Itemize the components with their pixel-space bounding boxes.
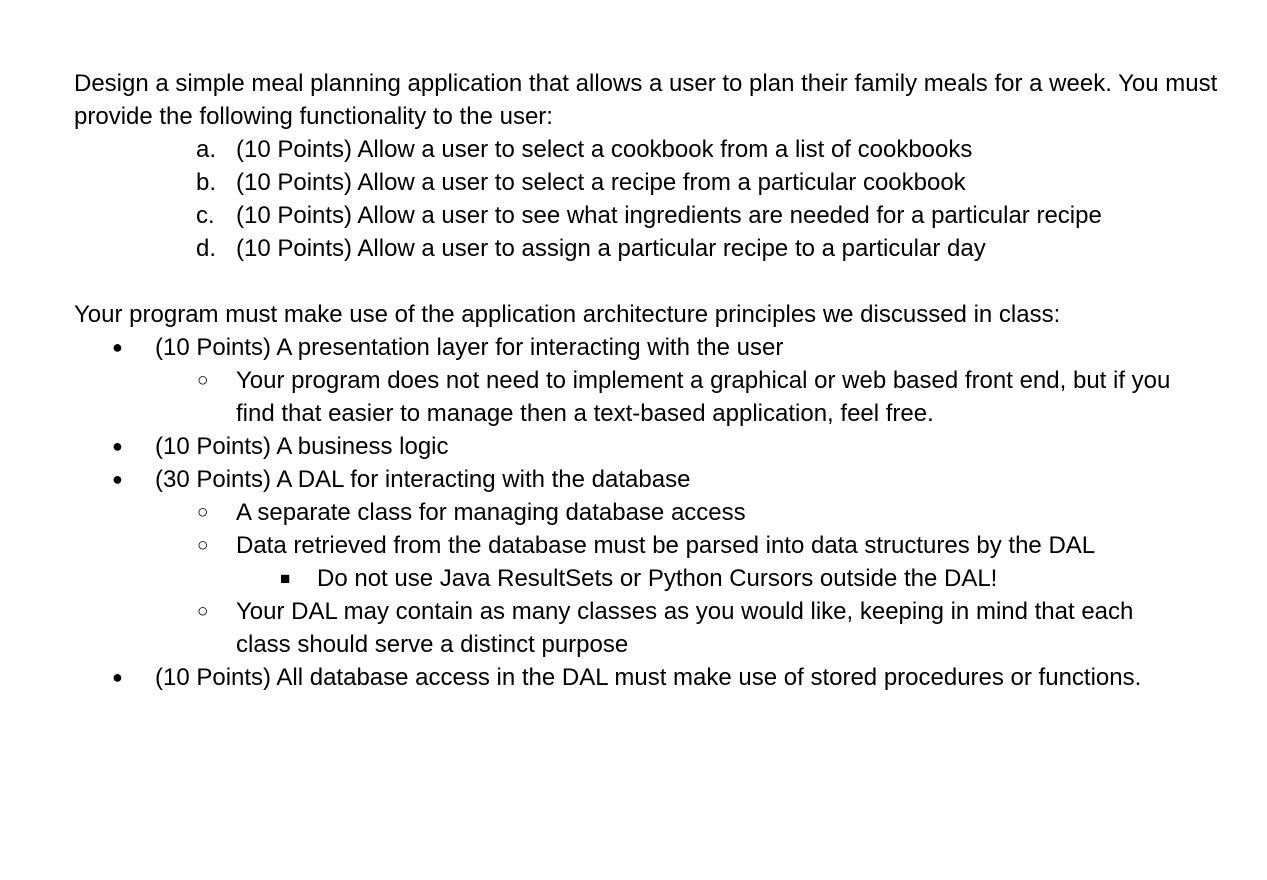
- requirement-item-a: [74, 133, 1234, 166]
- list-marker: c.: [196, 202, 215, 229]
- requirement-item-d: [74, 232, 1234, 265]
- bullet-text: A separate class for managing database access: [236, 499, 746, 526]
- requirement-text: (10 Points) Allow a user to select a recipe from a particular cookbook: [236, 169, 966, 196]
- requirement-text: (10 Points) Allow a user to see what ingredients are needed for a particular recipe: [236, 202, 1102, 229]
- disc-bullet-icon: ●: [112, 469, 123, 489]
- paragraph-spacer: [74, 265, 1234, 298]
- sub-bullet-presentation-note: [74, 364, 1234, 430]
- circle-bullet-icon: ○: [197, 502, 209, 523]
- bullet-text: Data retrieved from the database must be parsed into data structures by the DAL: [236, 532, 1096, 559]
- requirement-text: (10 Points) Allow a user to select a cookbook from a list of cookbooks: [236, 136, 973, 163]
- disc-bullet-icon: ●: [112, 667, 123, 687]
- list-marker: a.: [196, 136, 217, 163]
- bullet-stored-procedures: [74, 661, 1234, 694]
- requirement-text: (10 Points) Allow a user to assign a particular recipe to a particular day: [236, 235, 986, 262]
- bullet-dal: [74, 463, 1234, 496]
- bullet-presentation-layer: [74, 331, 1234, 364]
- list-marker: b.: [196, 169, 217, 196]
- circle-bullet-icon: ○: [197, 370, 209, 391]
- bullet-business-logic: [74, 430, 1234, 463]
- assignment-document: [74, 67, 1234, 694]
- requirements-list: [74, 133, 1234, 265]
- sub-bullet-dal-parsing: [74, 529, 1234, 562]
- sub-bullet-dal-classes: [74, 595, 1234, 661]
- bullet-text: (30 Points) A DAL for interacting with the database: [155, 466, 691, 493]
- requirement-item-c: [74, 199, 1234, 232]
- intro-paragraph: Design a simple meal planning application that allows a user to plan their family meals for a week. You must provide the following functionality to the user:: [74, 70, 1218, 130]
- bullet-text: Your program does not need to implement a graphical or web based front end, but if you find that easier to manage then a text-based application, feel free.: [236, 367, 1171, 427]
- bullet-text: (10 Points) All database access in the DAL must make use of stored procedures or functions.: [155, 664, 1142, 691]
- bullet-text: (10 Points) A presentation layer for interacting with the user: [155, 334, 784, 361]
- sub-sub-bullet-resultsets: [74, 562, 1234, 595]
- disc-bullet-icon: ●: [112, 337, 123, 357]
- disc-bullet-icon: ●: [112, 436, 123, 456]
- requirement-item-b: [74, 166, 1234, 199]
- circle-bullet-icon: ○: [197, 535, 209, 556]
- bullet-text: Your DAL may contain as many classes as you would like, keeping in mind that each class should serve a distinct purpose: [236, 598, 1134, 658]
- bullet-text: (10 Points) A business logic: [155, 433, 449, 460]
- architecture-list: [74, 331, 1234, 694]
- circle-bullet-icon: ○: [197, 601, 209, 622]
- architecture-intro: Your program must make use of the application architecture principles we discussed in class:: [74, 301, 1061, 328]
- list-marker: d.: [196, 235, 217, 262]
- sub-bullet-dal-class: [74, 496, 1234, 529]
- bullet-text: Do not use Java ResultSets or Python Cursors outside the DAL!: [317, 565, 998, 592]
- square-bullet-icon: ■: [280, 569, 291, 588]
